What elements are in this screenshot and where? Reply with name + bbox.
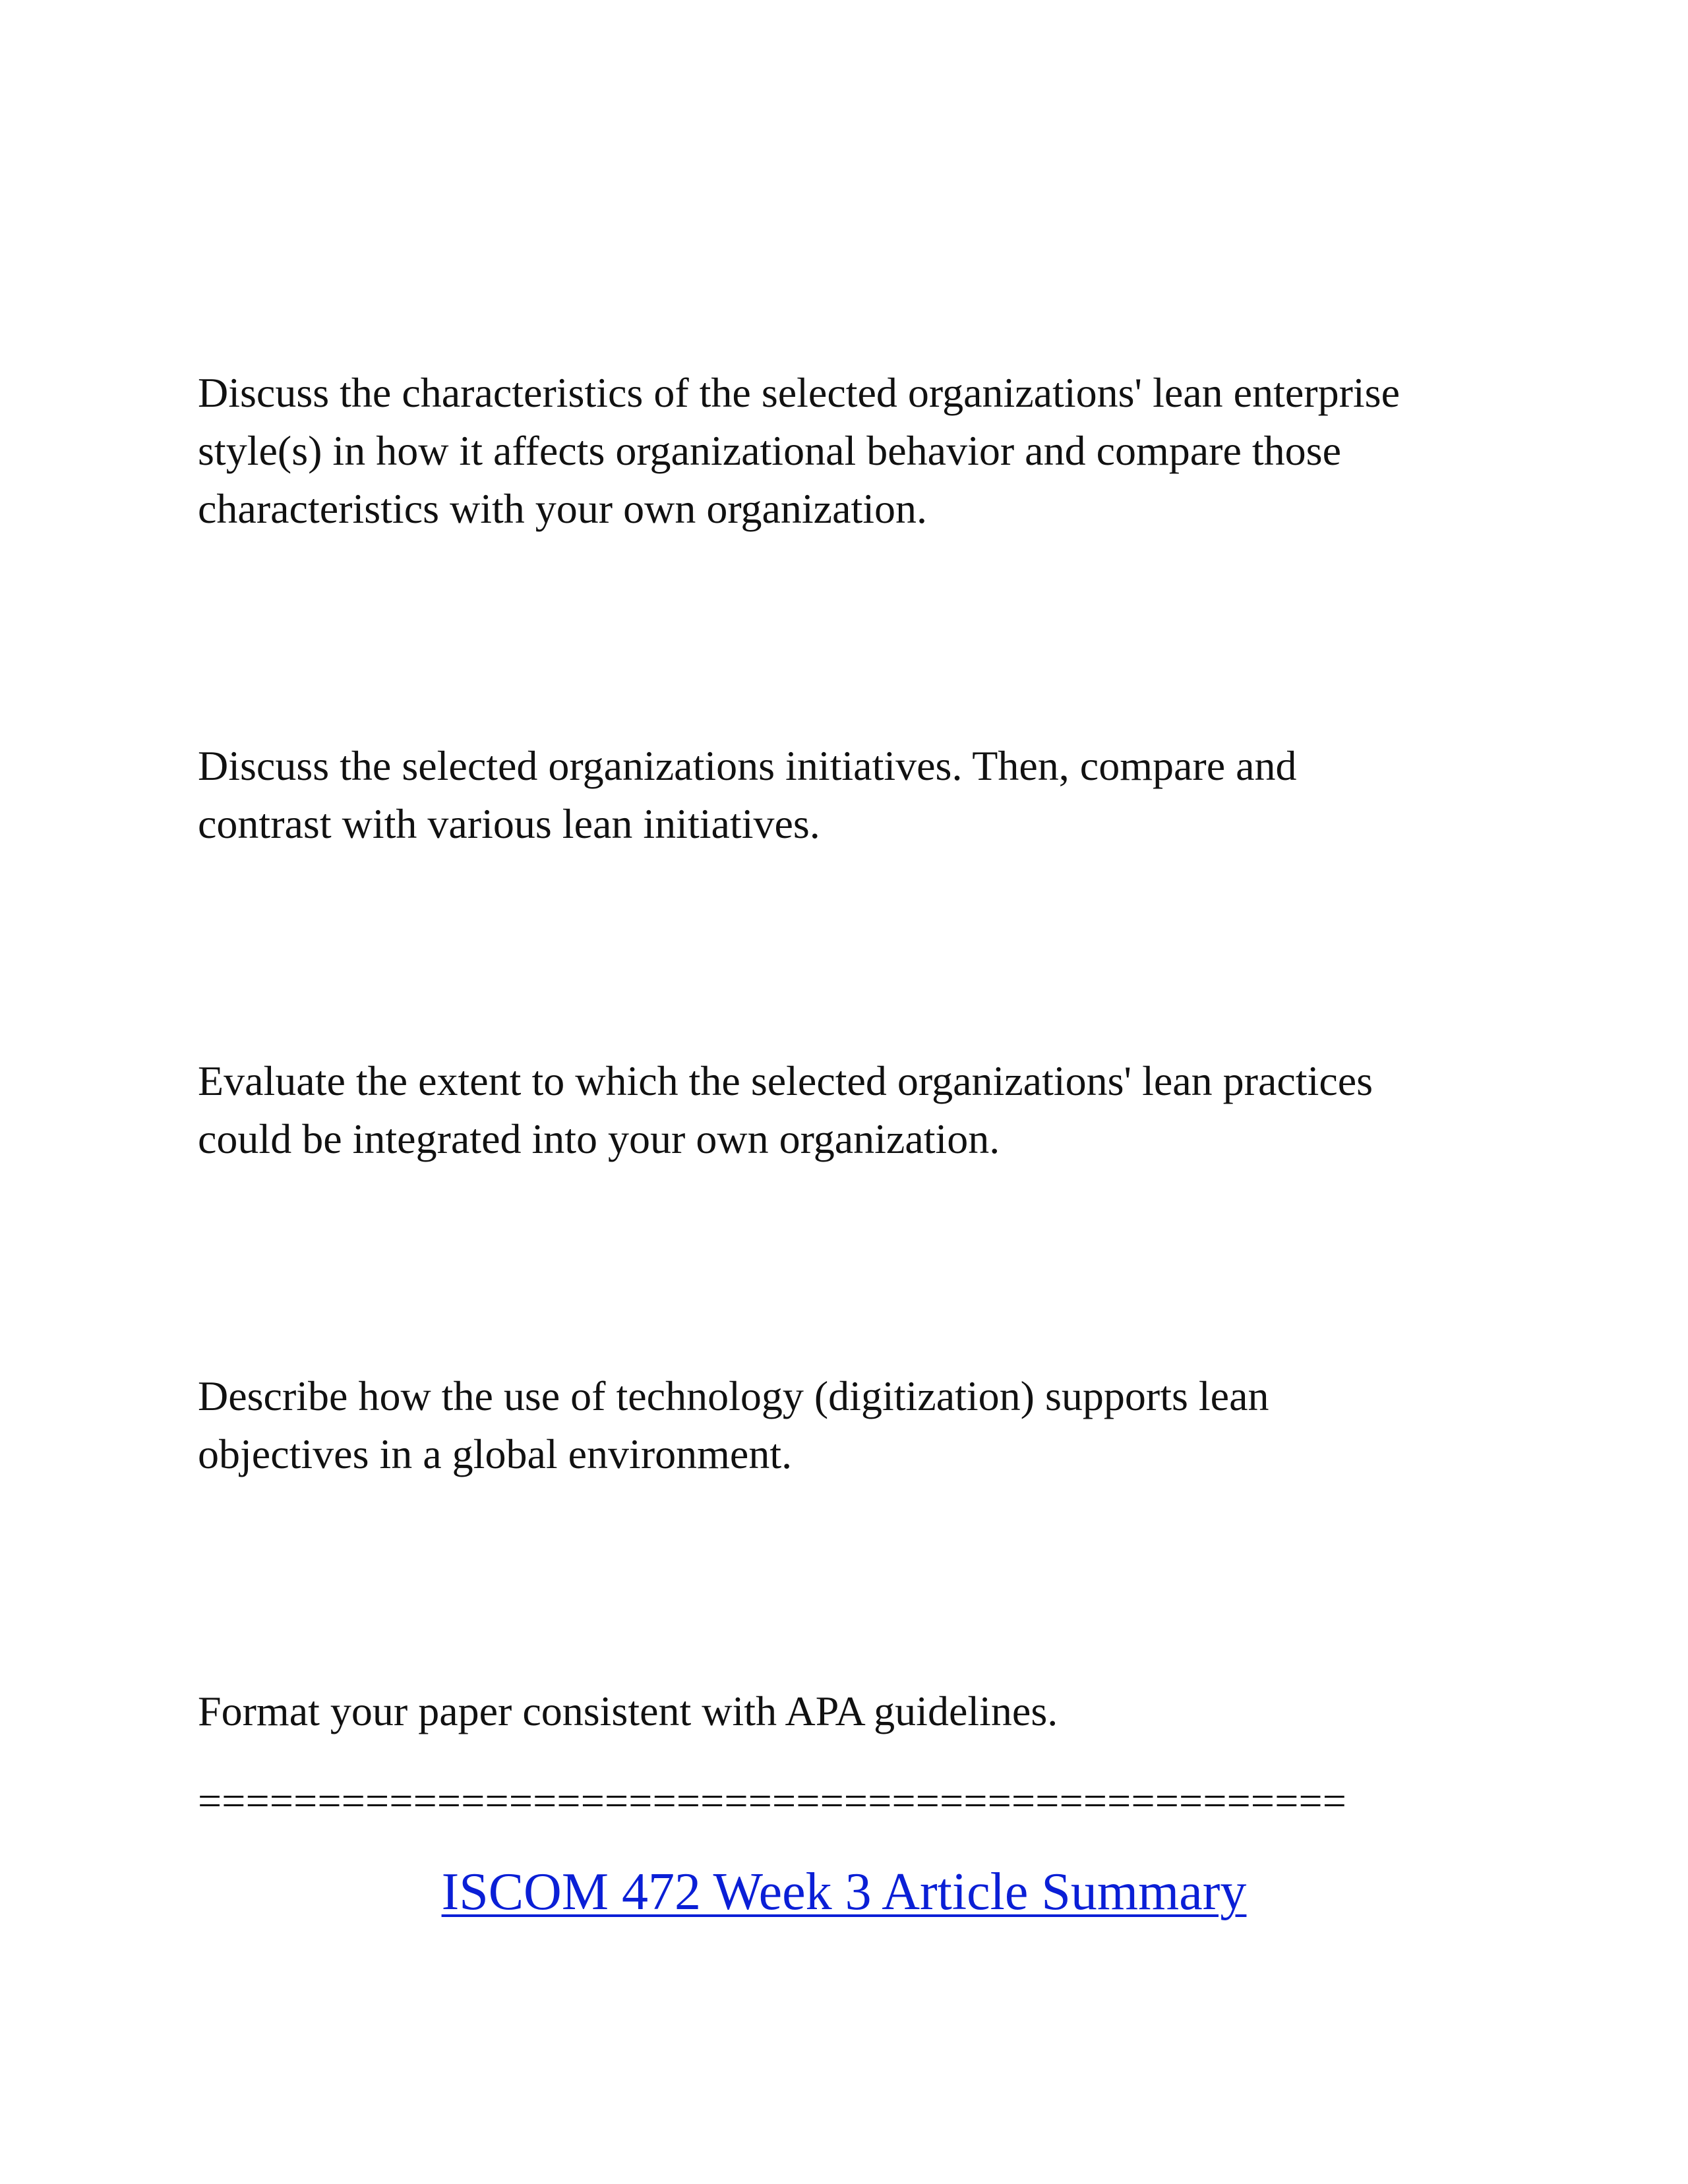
instruction-paragraph-characteristics: Discuss the characteristics of the selected organizations' lean enterprise style(s) in how it affects organizational behavior and compare those characteristics with your own organization. (198, 369, 1400, 532)
instruction-paragraph-format: Format your paper consistent with APA guidelines. (198, 1688, 1058, 1734)
instruction-paragraph-evaluate: Evaluate the extent to which the selected organizations' lean practices could be integrated into your own organization. (198, 1057, 1373, 1162)
link-container (0, 1859, 1688, 1925)
article-summary-link[interactable]: ISCOM 472 Week 3 Article Summary (441, 1863, 1247, 1921)
instruction-paragraph-initiatives: Discuss the selected organizations initiatives. Then, compare and contrast with various lean initiatives. (198, 742, 1297, 847)
instruction-paragraph-technology: Describe how the use of technology (digitization) supports lean objectives in a global environment. (198, 1372, 1269, 1477)
separator-line: ================================================ (198, 1777, 1347, 1824)
